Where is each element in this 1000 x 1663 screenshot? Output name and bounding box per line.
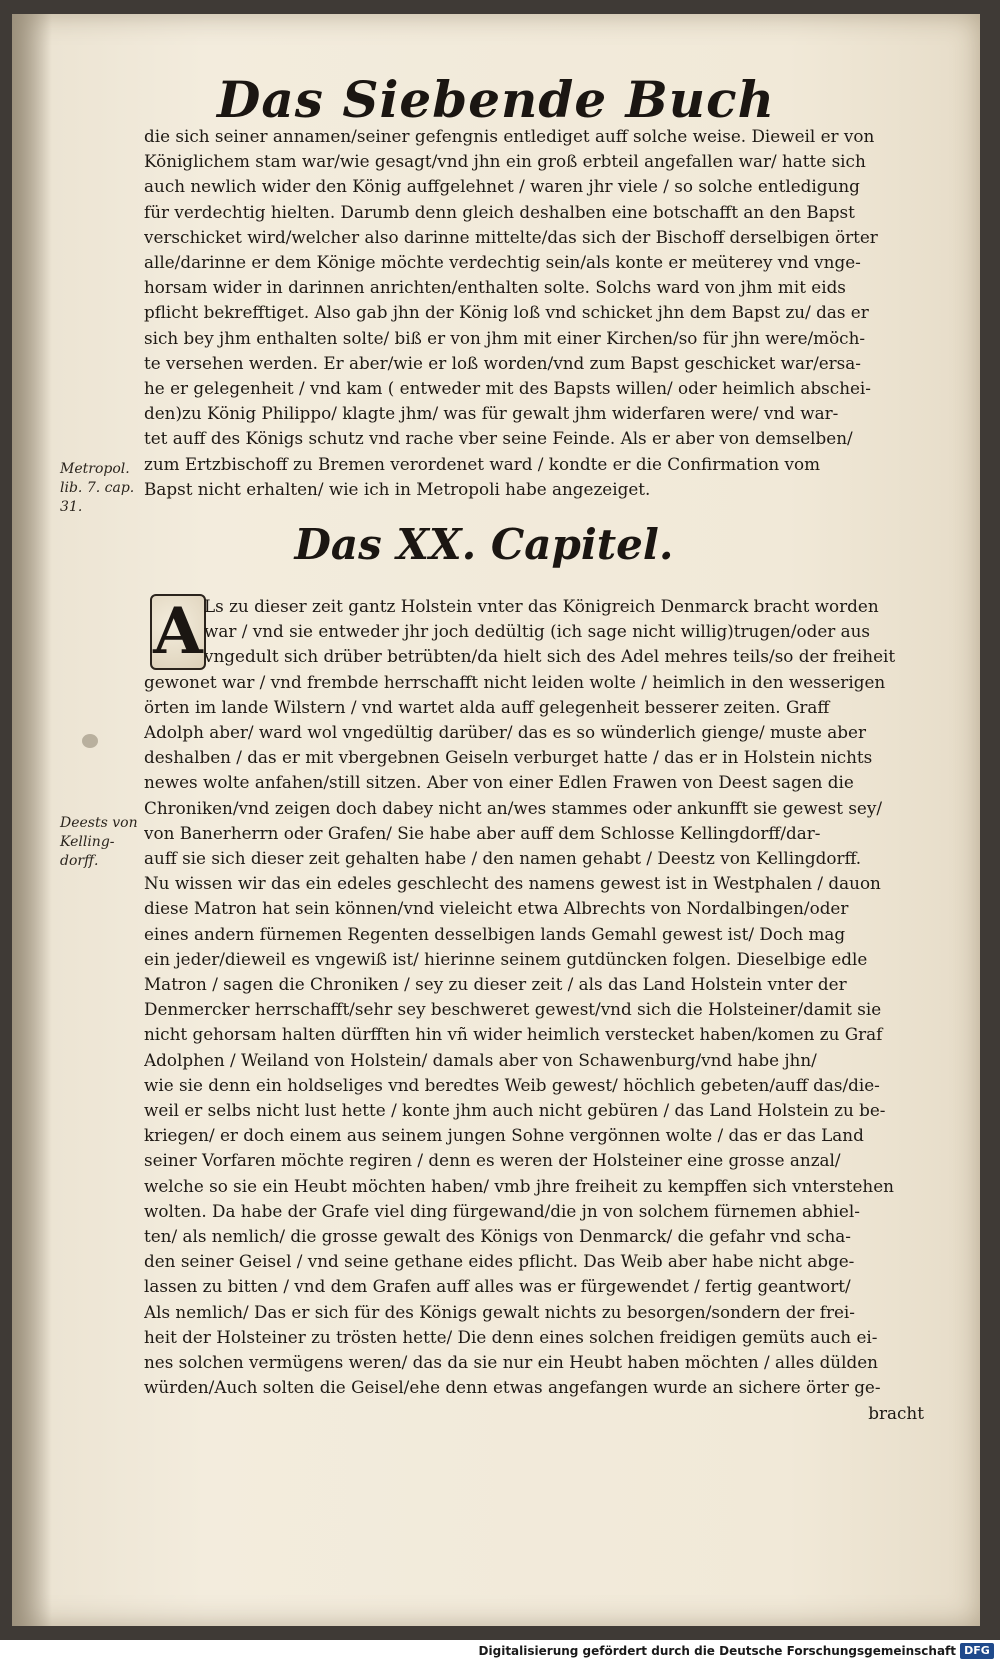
top-text-line: alle/darinne er dem Könige möchte verdechtig sein/als konte er meüterey vnd vnge- [144, 252, 861, 273]
chapter-text-line: war / vnd sie entweder jhr joch dedültig (ich sage nicht willig)trugen/oder aus [204, 621, 871, 642]
top-text-line: zum Ertzbischoff zu Bremen verordenet ward / kondte er die Confirmation vom [144, 453, 821, 474]
chapter-heading: Das XX. Capitel. [294, 520, 674, 569]
chapter-text-line: örten im lande Wilstern / vnd wartet alda auff gelegenheit besserer zeiten. Graff [144, 696, 830, 717]
chapter-text-line: kriegen/ er doch einem aus seinem jungen Sohne vergönnen wolte / das er das Land [144, 1125, 864, 1146]
chapter-text-line: gewonet war / vnd frembde herrschafft nicht leiden wolte / heimlich in den wesserigen [144, 671, 886, 692]
top-text-line: sich bey jhm enthalten solte/ biß er von jhm mit einer Kirchen/so für jhn were/möch- [144, 327, 866, 348]
chapter-text-line: eines andern fürnemen Regenten desselbigen lands Gemahl gewest ist/ Doch mag [144, 923, 846, 944]
top-text-line: he er gelegenheit / vnd kam ( entweder mit des Bapsts willen/ oder heimlich abschei- [144, 378, 871, 399]
top-text-line: die sich seiner annamen/seiner gefengnis entlediget auff solche weise. Dieweil er von [144, 126, 875, 146]
chapter-text-line: Ls zu dieser zeit gantz Holstein vnter das Königreich Denmarck bracht worden [204, 596, 879, 616]
chapter-text-line: Nu wissen wir das ein edeles geschlecht des namens gewest ist in Westphalen / dauon [144, 873, 881, 894]
chapter-text-line: auff sie sich dieser zeit gehalten habe / den namen gehabt / Deestz von Kellingdorff. [144, 848, 862, 869]
top-text-line: Bapst nicht erhalten/ wie ich in Metropoli habe angezeiget. [144, 478, 651, 499]
top-text-line: Königlichem stam war/wie gesagt/vnd jhn ein groß erbteil angefallen war/ hatte sich [144, 151, 866, 172]
chapter-text-line: ein jeder/dieweil es vngewiß ist/ hierinne seinem gutdüncken folgen. Dieselbige edle [144, 948, 868, 969]
footer-bar [0, 1640, 1000, 1663]
dfg-logo: DFG [960, 1643, 994, 1659]
top-text-line: auch newlich wider den König auffgelehnet / waren jhr viele / so solche entledigung [144, 176, 860, 197]
top-text-line: verschicket wird/welcher also darinne mittelte/das sich der Bischoff derselbigen örter [144, 226, 878, 247]
top-text-line: horsam wider in darinnen anrichten/enthalten solte. Solchs ward von jhm mit eids [144, 277, 846, 298]
chapter-text-line: heit der Holsteiner zu trösten hette/ Die denn eines solchen freidigen gemüts auch ei- [144, 1326, 878, 1347]
text-block-top [144, 124, 924, 504]
chapter-text-line: newes wolte anfahen/still sitzen. Aber von einer Edlen Frawen von Deest sagen die [144, 772, 854, 793]
chapter-text-line: Als nemlich/ Das er sich für des Königs gewalt nichts zu besorgen/sondern der frei- [144, 1301, 855, 1322]
chapter-text-line: Matron / sagen die Chroniken / sey zu dieser zeit / als das Land Holstein vnter der [144, 974, 847, 995]
marginal-note-deests: Deests von Kelling-dorff. [60, 815, 138, 869]
chapter-text-line: lassen zu bitten / vnd dem Grafen auff alles was er fürgewendet / fertig geantwort/ [144, 1276, 851, 1297]
chapter-text-line: wie sie denn ein holdseliges vnd beredtes Weib gewest/ höchlich gebeten/auff das/die- [144, 1074, 880, 1095]
chapter-text-line: Adolph aber/ ward wol vngedültig darüber/ das es so wünderlich gienge/ muste aber [144, 722, 866, 743]
marginal-note-metropol: Metropol. lib. 7. cap. 31. [60, 461, 135, 515]
chapter-text-line: Chroniken/vnd zeigen doch dabey nicht an/wes stammes oder ankunfft sie gewest sey/ [144, 797, 882, 818]
top-text-line: pflicht bekrefftiget. Also gab jhn der König loß vnd schicket jhn dem Bapst zu/ das er [144, 302, 869, 323]
text-block-chapter [144, 594, 924, 1604]
chapter-text-line: weil er selbs nicht lust hette / konte jhm auch nicht gebüren / das Land Holstein zu be- [144, 1100, 886, 1121]
chapter-text-line: welche so sie ein Heubt möchten haben/ vmb jhre freiheit zu kempffen sich vnterstehen [144, 1175, 894, 1196]
drop-cap-initial: A [150, 594, 206, 670]
chapter-text-line: deshalben / das er mit vbergebnen Geiseln verburget hatte / das er in Holstein nichts [144, 747, 873, 768]
chapter-text-line: den seiner Geisel / vnd seine gethane eides pflicht. Das Weib aber habe nicht abge- [144, 1251, 855, 1272]
chapter-text-line: Adolphen / Weiland von Holstein/ damals aber von Schawenburg/vnd habe jhn/ [144, 1049, 817, 1070]
chapter-text-line: ten/ als nemlich/ die grosse gewalt des Königs von Denmarck/ die gefahr vnd scha- [144, 1226, 851, 1247]
chapter-text-line: würden/Auch solten die Geisel/ehe denn etwas angefangen wurde an sichere örter ge- [144, 1377, 881, 1398]
top-text-line: te versehen werden. Er aber/wie er loß worden/vnd zum Bapst geschicket war/ersa- [144, 352, 861, 373]
chapter-text-line: nes solchen vermügens weren/ das da sie nur ein Heubt haben möchten / alles dülden [144, 1352, 878, 1373]
ink-stain [82, 734, 98, 748]
chapter-text-line: Denmercker herrschafft/sehr sey beschweret gewest/vnd sich die Holsteiner/damit sie [144, 999, 882, 1020]
footer-credit: Digitalisierung gefördert durch die Deutsche Forschungsgemeinschaft [478, 1644, 956, 1658]
running-head: Das Siebende Buch [217, 70, 775, 129]
top-text-line: den)zu König Philippo/ klagte jhm/ was für gewalt jhm widerfaren were/ vnd war- [144, 403, 839, 424]
top-text-line: tet auff des Königs schutz vnd rache vber seine Feinde. Als er aber von demselben/ [144, 428, 853, 449]
chapter-text-line: nicht gehorsam halten dürfften hin vñ wider heimlich verstecket haben/komen zu Graf [144, 1024, 883, 1045]
chapter-text-line: wolten. Da habe der Grafe viel ding fürgewand/die jn von solchem fürnemen abhiel- [144, 1200, 860, 1221]
chapter-text-line: seiner Vorfaren möchte regiren / denn es weren der Holsteiner eine grosse anzal/ [144, 1150, 841, 1171]
chapter-text-line: diese Matron hat sein können/vnd vieleicht etwa Albrechts von Nordalbingen/oder [144, 898, 849, 919]
top-text-line: für verdechtig hielten. Darumb denn gleich deshalben eine botschafft an den Bapst [144, 201, 855, 222]
chapter-text-line: von Banerherrn oder Grafen/ Sie habe aber auff dem Schlosse Kellingdorff/dar- [144, 822, 821, 843]
chapter-text-line: vngedult sich drüber betrübten/da hielt sich des Adel mehres teils/so der freiheit [204, 646, 896, 667]
chapter-text-line: bracht [868, 1402, 924, 1423]
page-gutter-shadow [12, 14, 52, 1626]
